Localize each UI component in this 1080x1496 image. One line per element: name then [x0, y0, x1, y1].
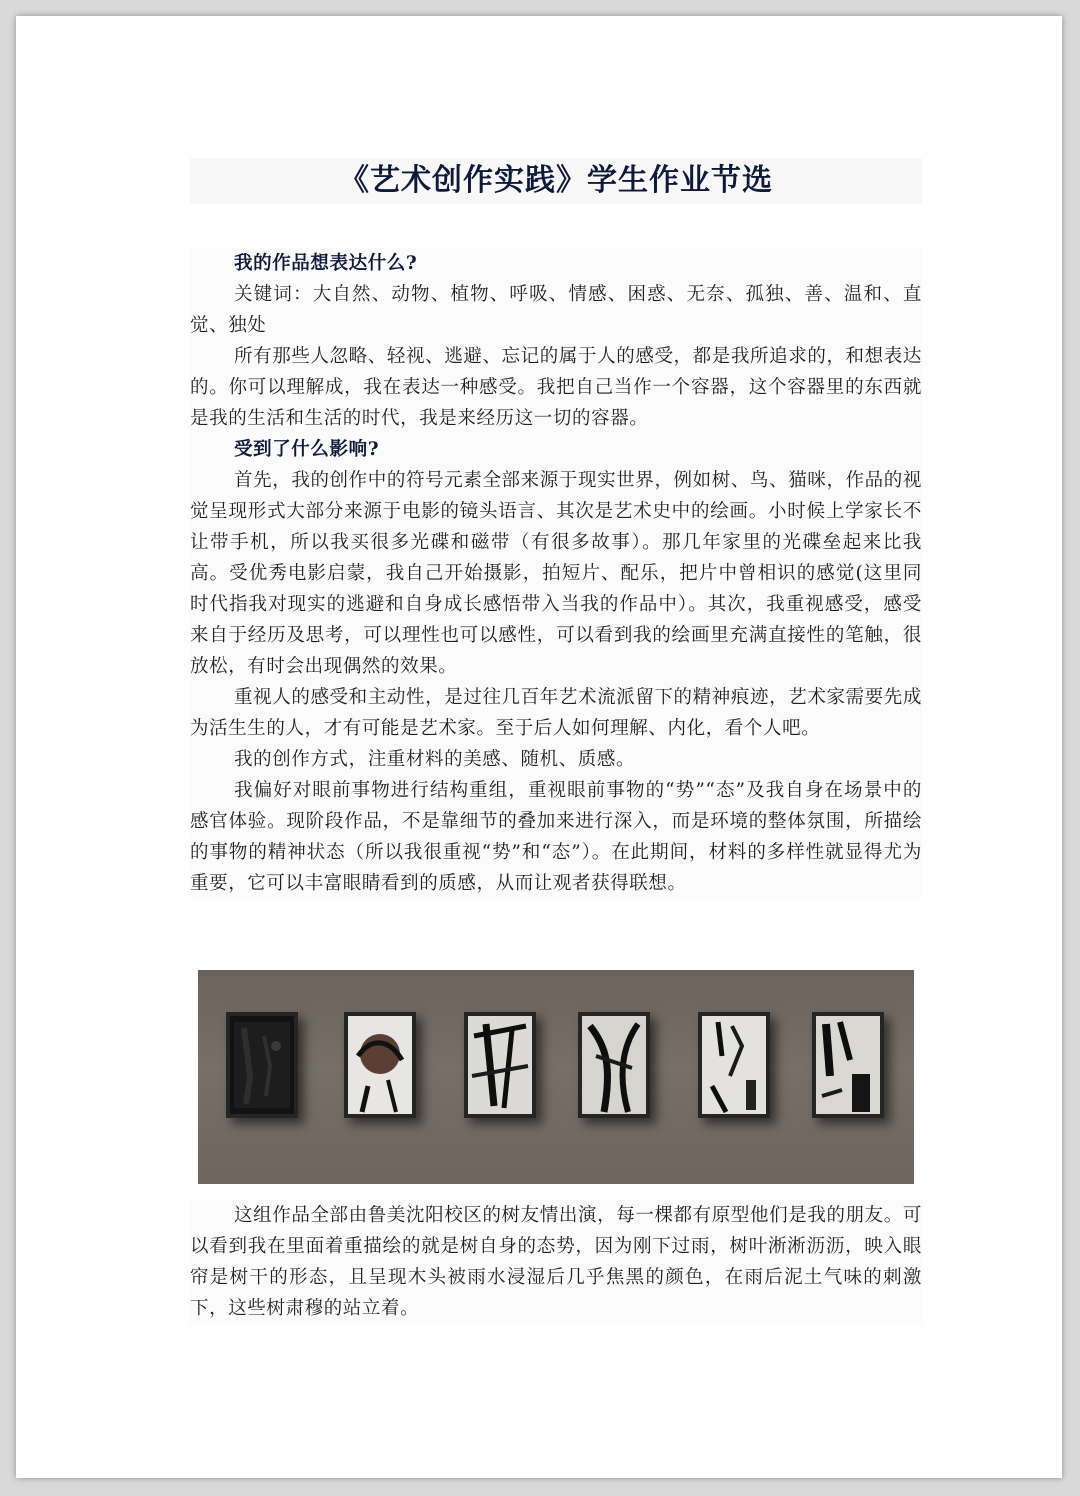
artwork-frame-2 [344, 1012, 416, 1118]
expression-paragraph: 所有那些人忽略、轻视、逃避、忘记的属于人的感受，都是我所追求的，和想表达的。你可以理解成，我在表达一种感受。我把自己当作一个容器，这个容器里的东西就是我的生活和生活的时代，我是来经历这一切的容器。 [190, 346, 922, 429]
method-paragraph: 我的创作方式，注重材料的美感、随机、质感。 [234, 749, 636, 770]
artwork-frame-1 [226, 1012, 298, 1118]
exhibition-photo [198, 970, 914, 1184]
section-heading-influence: 受到了什么影响? [234, 439, 380, 460]
artwork-frame-4 [578, 1012, 650, 1118]
feeling-paragraph: 重视人的感受和主动性，是过往几百年艺术流派留下的精神痕迹，艺术家需要先成为活生生的人，才有可能是艺术家。至于后人如何理解、内化，看个人吧。 [190, 687, 922, 739]
influence-paragraph: 首先，我的创作中的符号元素全部来源于现实世界，例如树、鸟、猫咪，作品的视觉呈现形式大部分来源于电影的镜头语言、其次是艺术史中的绘画。小时候上学家长不让带手机，所以我买很多光碟和磁带（有很多故事）。那几年家里的光碟垒起来比我高。受优秀电影启蒙，我自己开始摄影，拍短片、配乐，把片中曾相识的感觉(这里同时代指我对现实的逃避和自身成长感悟带入当我的作品中）。其次，我重视感受，感受来自于经历及思考，可以理性也可以感性，可以看到我的绘画里充满直接性的笔触，很放松，有时会出现偶然的效果。 [190, 470, 922, 677]
page-content [190, 158, 922, 1478]
structure-paragraph: 我偏好对眼前事物进行结构重组，重视眼前事物的“势”“态”及我自身在场景中的感官体验。现阶段作品，不是靠细节的叠加来进行深入，而是环境的整体氛围，所描绘的事物的精神状态（所以我很重视“势”和“态”）。在此期间，材料的多样性就显得尤为重要，它可以丰富眼睛看到的质感，从而让观者获得联想。 [190, 780, 922, 894]
caption-block [190, 1200, 922, 1324]
page-title: 《艺术创作实践》学生作业节选 [190, 158, 922, 204]
artwork-frame-6 [812, 1012, 884, 1118]
caption-paragraph: 这组作品全部由鲁美沈阳校区的树友情出演，每一棵都有原型他们是我的朋友。可以看到我在里面着重描绘的就是树自身的态势，因为刚下过雨，树叶淅淅沥沥，映入眼帘是树干的形态，且呈现木头被雨水浸湿后几乎焦黑的颜色，在雨后泥土气味的刺激下，这些树肃穆的站立着。 [190, 1200, 922, 1324]
keywords-paragraph: 关键词：大自然、动物、植物、呼吸、情感、困惑、无奈、孤独、善、温和、直觉、独处 [190, 284, 922, 336]
artwork-frame-5 [698, 1012, 770, 1118]
body-text [190, 248, 922, 899]
section-heading-expression: 我的作品想表达什么? [234, 253, 418, 274]
document-page [16, 16, 1062, 1478]
artwork-frame-3 [464, 1012, 536, 1118]
